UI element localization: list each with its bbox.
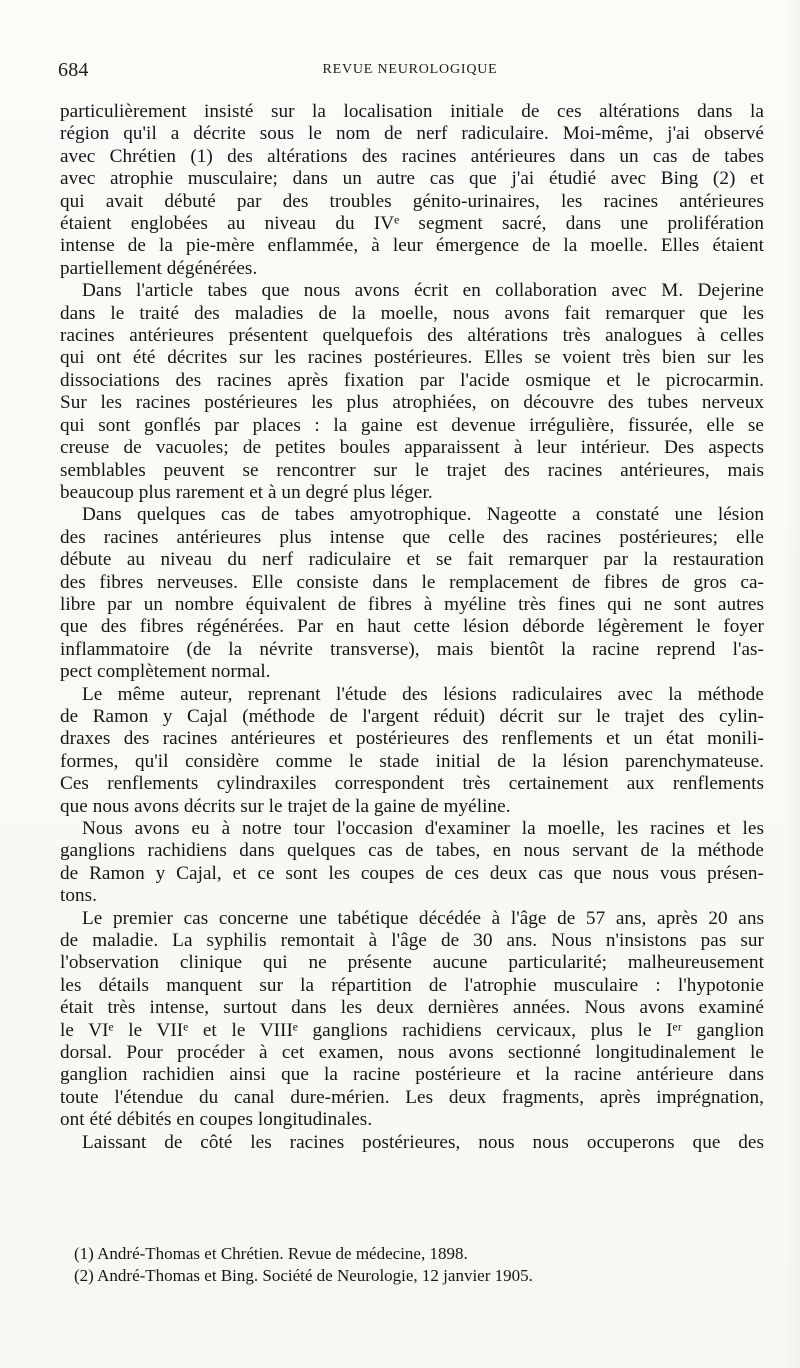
text-line: le VIᵉ le VIIᵉ et le VIIIᵉ ganglions rachidiens cervicaux, plus le Iᵉʳ ganglion: [60, 1019, 764, 1041]
paragraph-5: [60, 818, 764, 908]
text-line: région qu'il a décrite sous le nom de nerf radiculaire. Moi-même, j'ai observé: [60, 123, 764, 145]
text-line: Dans l'article tabes que nous avons écrit en collaboration avec M. Dejerine: [82, 280, 764, 302]
footnote-1: (1) André-Thomas et Chrétien. Revue de médecine, 1898.: [74, 1244, 468, 1263]
text-line: des racines antérieures plus intense que celle des racines postérieures; elle: [60, 526, 764, 548]
text-line: des fibres nerveuses. Elle consiste dans le remplacement de fibres de gros ca-: [60, 571, 764, 593]
text-line: ganglion rachidien ainsi que la racine postérieure et la racine antérieure dans: [60, 1064, 764, 1086]
text-line: qui sont gonflés par places : la gaine est devenue irrégulière, fissurée, elle se: [60, 414, 764, 436]
text-line: que des fibres régénérées. Par en haut cette lésion déborde légèrement le foyer: [60, 616, 764, 638]
text-line: Nous avons eu à notre tour l'occasion d'examiner la moelle, les racines et les: [82, 818, 764, 839]
paragraph-4: [60, 684, 764, 818]
text-line: l'observation clinique qui ne présente aucune particularité; malheureusement: [60, 952, 764, 974]
text-line: était très intense, surtout dans les deux dernières années. Nous avons examiné: [60, 997, 764, 1019]
text-line: partiellement dégénérées.: [60, 257, 258, 279]
text-line: étaient englobées au niveau du IVᵉ segment sacré, dans une prolifération: [60, 213, 764, 235]
text-line: Le premier cas concerne une tabétique décédée à l'âge de 57 ans, après 20 ans: [82, 907, 764, 929]
article-body: [60, 101, 764, 1154]
text-line: Le même auteur, reprenant l'étude des lésions radiculaires avec la méthode: [82, 683, 764, 705]
text-line: creuse de vacuoles; de petites boules apparaissent à leur intérieur. Des aspects: [60, 437, 764, 459]
text-line: les détails manquent sur la répartition de l'atrophie musculaire : l'hypotonie: [60, 974, 764, 996]
text-line: dissociations des racines après fixation par l'acide osmique et le picrocarmin.: [60, 369, 764, 391]
text-line: ganglions rachidiens dans quelques cas de tabes, en nous servant de la méthode: [60, 840, 764, 862]
footnote-2: (2) André-Thomas et Bing. Société de Neurologie, 12 janvier 1905.: [74, 1266, 533, 1285]
text-line: Laissant de côté les racines postérieures, nous nous occuperons que des: [82, 1131, 764, 1153]
text-line: racines antérieures présentent quelquefois des altérations très analogues à celles: [60, 325, 764, 347]
text-line: semblables peuvent se rencontrer sur le trajet des racines antérieures, mais: [60, 459, 764, 481]
text-line: ont été débités en coupes longitudinales.: [60, 1109, 373, 1131]
paragraph-7: [60, 1132, 764, 1154]
text-line: beaucoup plus rarement et à un degré plus léger.: [60, 481, 433, 503]
text-line: inflammatoire (de la névrite transverse), mais bientôt la racine reprend l'as-: [60, 638, 764, 660]
text-line: Ces renflements cylindraxiles correspondent très certainement aux renflements: [60, 773, 764, 795]
text-line: pect complètement normal.: [60, 661, 271, 683]
text-line: draxes des racines antérieures et postérieures des renflements et un état monili-: [60, 728, 764, 750]
text-line: que nous avons décrits sur le trajet de la gaine de myéline.: [60, 795, 511, 817]
text-line: toute l'étendue du canal dure-mérien. Les deux fragments, après imprégnation,: [60, 1086, 764, 1108]
paragraph-6: [60, 908, 764, 1132]
text-line: formes, qu'il considère comme le stade initial de la lésion parenchymateuse.: [60, 750, 764, 772]
footnotes: [74, 1243, 533, 1287]
page-number: 684: [58, 59, 89, 81]
text-line: qui avait débuté par des troubles génito-urinaires, les racines antérieures: [60, 190, 764, 212]
text-line: Dans quelques cas de tabes amyotrophique. Nageotte a constaté une lésion: [82, 504, 764, 526]
text-line: Sur les racines postérieures les plus atrophiées, on découvre des tubes nerveux: [60, 392, 764, 414]
text-line: avec atrophie musculaire; dans un autre cas que j'ai étudié avec Bing (2) et: [60, 168, 764, 190]
text-line: de Ramon y Cajal, et ce sont les coupes de ces deux cas que nous vous présen-: [60, 862, 764, 884]
paragraph-2: [60, 280, 764, 504]
text-line: intense de la pie-mère enflammée, à leur émergence de la moelle. Elles étaient: [60, 235, 764, 257]
text-line: particulièrement insisté sur la localisation initiale de ces altérations dans la: [60, 101, 764, 122]
running-head: REVUE NEUROLOGIQUE: [322, 62, 498, 77]
text-line: dans le traité des maladies de la moelle, nous avons fait remarquer que les: [60, 302, 764, 324]
text-line: de maladie. La syphilis remontait à l'âge de 30 ans. Nous n'insistons pas sur: [60, 930, 764, 952]
paragraph-1: [60, 101, 764, 280]
text-line: tons.: [60, 885, 98, 907]
text-line: débute au niveau du nerf radiculaire et se fait remarquer par la restauration: [60, 549, 764, 571]
text-line: qui ont été décrites sur les racines postérieures. Elles se voient très bien sur les: [60, 347, 764, 369]
scan-edge: [786, 0, 800, 1368]
text-line: avec Chrétien (1) des altérations des racines antérieures dans un cas de tabes: [60, 145, 764, 167]
text-line: libre par un nombre équivalent de fibres à myéline très fines qui ne sont autres: [60, 593, 764, 615]
paragraph-3: [60, 504, 764, 683]
page-header: [58, 58, 762, 86]
text-line: de Ramon y Cajal (méthode de l'argent réduit) décrit sur le trajet des cylin-: [60, 705, 764, 727]
text-line: dorsal. Pour procéder à cet examen, nous avons sectionné longitudinalement le: [60, 1042, 764, 1064]
